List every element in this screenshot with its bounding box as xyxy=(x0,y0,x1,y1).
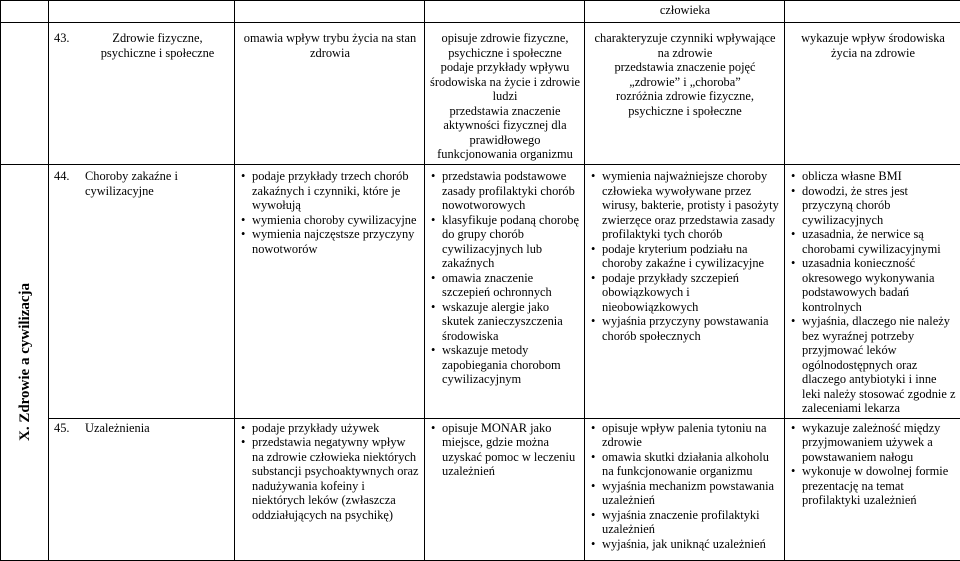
section-label: X. Zdrowie a cywilizacja xyxy=(17,283,32,441)
req-cell xyxy=(235,418,425,560)
list-item: • oblicza własne BMI xyxy=(802,169,956,184)
req-cell xyxy=(585,1,785,23)
list-item: rozróżnia zdrowie fizyczne, psychiczne i społeczne xyxy=(590,89,780,118)
list-item: • opisuje wpływ palenia tytoniu na zdrowie xyxy=(602,421,780,450)
list-item: omawia wpływ trybu życia na stan zdrowia xyxy=(240,31,420,60)
req-cell xyxy=(235,165,425,419)
lesson-number: 44. xyxy=(54,169,85,198)
list-item: przedstawia znaczenie pojęć „zdrowie” i „choroba” xyxy=(590,60,780,89)
list-item: • wskazuje alergie jako skutek zanieczyszczenia środowiska xyxy=(442,300,580,344)
req-cell xyxy=(585,418,785,560)
req-cell xyxy=(785,165,960,419)
req-cell xyxy=(785,1,960,23)
req-cell xyxy=(585,23,785,165)
cell-text: człowieka xyxy=(660,3,710,17)
list-item: charakteryzuje czynniki wpływające na zdrowie xyxy=(590,31,780,60)
req-cell xyxy=(425,418,585,560)
list-item: • wykazuje zależność między przyjmowaniem używek a powstawaniem nałogu xyxy=(802,421,956,465)
topic-cell xyxy=(49,1,235,23)
list-item: • wyjaśnia znaczenie profilaktyki uzależnień xyxy=(602,508,780,537)
table-row xyxy=(1,165,960,419)
list-item: • wyjaśnia przyczyny powstawania chorób społecznych xyxy=(602,314,780,343)
list-item: • wyjaśnia, dlaczego nie należy bez wyraźnej potrzeby przyjmować leków ogólnodostępnych oraz dlaczego antybiotyki i inne leki należy stosować zgodnie z zaleceniami lekarza xyxy=(802,314,956,416)
list-item: przedstawia znaczenie aktywności fizycznej dla prawidłowego funkcjonowania organizmu xyxy=(430,104,580,162)
req-cell xyxy=(425,165,585,419)
req-cell xyxy=(785,418,960,560)
req-cell xyxy=(585,165,785,419)
lesson-number: 45. xyxy=(54,421,85,436)
list-item: • uzasadnia konieczność okresowego wykonywania podstawowych badań kontrolnych xyxy=(802,256,956,314)
list-item: podaje przykłady wpływu środowiska na życie i zdrowie ludzi xyxy=(430,60,580,104)
topic-cell xyxy=(49,418,235,560)
list-item: • dowodzi, że stres jest przyczyną chorób cywilizacyjnych xyxy=(802,184,956,228)
list-item: • wyjaśnia mechanizm powstawania uzależnień xyxy=(602,479,780,508)
req-cell xyxy=(235,1,425,23)
list-item: • wyjaśnia, jak uniknąć uzależnień xyxy=(602,537,780,552)
section-cell-upper xyxy=(1,23,49,165)
req-cell xyxy=(425,23,585,165)
table-row xyxy=(1,1,960,23)
topic-cell xyxy=(49,165,235,419)
lesson-topic: Zdrowie fizyczne, psychiczne i społeczne xyxy=(85,31,230,60)
list-item: • wymienia najważniejsze choroby człowieka wywoływane przez wirusy, bakterie, protisty i pasożyty zwierzęce oraz przedstawia zasady profilaktyki tych chorób xyxy=(602,169,780,242)
section-cell-top xyxy=(1,1,49,23)
table-row xyxy=(1,23,960,165)
list-item: • uzasadnia, że nerwice są chorobami cywilizacyjnymi xyxy=(802,227,956,256)
list-item: • wymienia choroby cywilizacyjne xyxy=(252,213,420,228)
list-item: • wymienia najczęstsze przyczyny nowotworów xyxy=(252,227,420,256)
list-item: • omawia znaczenie szczepień ochronnych xyxy=(442,271,580,300)
lesson-number: 43. xyxy=(54,31,85,60)
lesson-topic: Choroby zakaźne i cywilizacyjne xyxy=(85,169,230,198)
list-item: • podaje przykłady używek xyxy=(252,421,420,436)
table-row xyxy=(1,418,960,560)
list-item: • podaje kryterium podziału na choroby zakaźne i cywilizacyjne xyxy=(602,242,780,271)
req-cell xyxy=(785,23,960,165)
list-item: wykazuje wpływ środowiska życia na zdrowie xyxy=(790,31,956,60)
list-item: • podaje przykłady trzech chorób zakaźnych i czynniki, które je wywołują xyxy=(252,169,420,213)
list-item: • wskazuje metody zapobiegania chorobom cywilizacyjnym xyxy=(442,343,580,387)
req-cell xyxy=(425,1,585,23)
section-cell xyxy=(1,165,49,561)
list-item: • przedstawia podstawowe zasady profilaktyki chorób nowotworowych xyxy=(442,169,580,213)
list-item: • omawia skutki działania alkoholu na funkcjonowanie organizmu xyxy=(602,450,780,479)
list-item: • podaje przykłady szczepień obowiązkowych i nieobowiązkowych xyxy=(602,271,780,315)
req-cell xyxy=(235,23,425,165)
topic-cell xyxy=(49,23,235,165)
list-item: • opisuje MONAR jako miejsce, gdzie można uzyskać pomoc w leczeniu uzależnień xyxy=(442,421,580,479)
list-item: opisuje zdrowie fizyczne, psychiczne i społeczne xyxy=(430,31,580,60)
list-item: • klasyfikuje podaną chorobę do grupy chorób cywilizacyjnych lub zakaźnych xyxy=(442,213,580,271)
list-item: • przedstawia negatywny wpływ na zdrowie człowieka niektórych substancji psychoaktywnych oraz nadużywania kofeiny i niektórych leków (zwłaszcza oddziałujących na psychikę) xyxy=(252,435,420,522)
list-item: • wykonuje w dowolnej formie prezentację na temat profilaktyki uzależnień xyxy=(802,464,956,508)
lesson-topic: Uzależnienia xyxy=(85,421,230,436)
